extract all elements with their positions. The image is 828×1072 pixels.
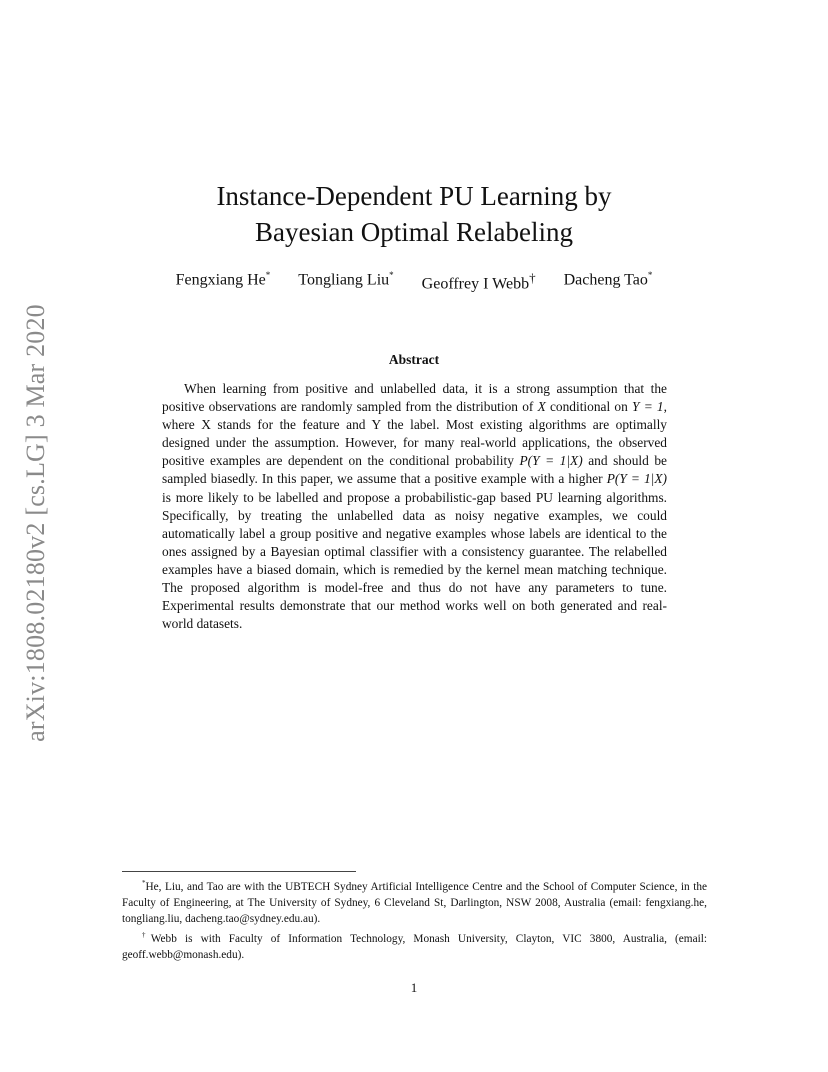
arxiv-sidebar — [14, 288, 58, 758]
paper-title — [120, 178, 708, 250]
author-name: Fengxiang He — [175, 271, 266, 289]
footnote-affiliation-sydney — [122, 875, 707, 927]
footnotes — [122, 875, 707, 963]
math-expression: Y = 1 — [632, 399, 664, 415]
abstract-segment: , where X stands for the feature and Y the label. Most existing algorithms are optimally designed under the assumption. However, for many real-world applications, the observed positive examples are dependent on the conditional probability — [162, 399, 667, 469]
footnote-mark: * — [142, 879, 146, 887]
author-mark: * — [389, 270, 394, 280]
abstract-segment: When learning from positive and unlabelled data, it is a strong assumption that the positive observations are randomly sampled from the distribution of — [162, 381, 667, 415]
abstract-segment: and should be sampled biasedly. In this paper, we assume that a positive example with a higher — [162, 453, 667, 487]
abstract-text — [162, 380, 667, 633]
math-expression: P(Y = 1|X) — [519, 453, 583, 469]
footnote-mark: † — [142, 930, 151, 939]
author-liu — [298, 270, 393, 293]
author-name: Dacheng Tao — [563, 271, 648, 289]
abstract-segment: conditional on — [545, 399, 633, 415]
footnote-text: Webb is with Faculty of Information Technology, Monash University, Clayton, VIC 3800, Australia, (email: geoff.webb@monash.edu). — [122, 932, 708, 961]
abstract-heading: Abstract — [388, 352, 440, 367]
arxiv-identifier: arXiv:1808.02180v2 [cs.LG] 3 Mar 2020 — [21, 304, 50, 742]
author-tao — [564, 270, 653, 293]
author-name: Geoffrey I Webb — [421, 275, 530, 293]
page-number: 1 — [410, 980, 418, 995]
author-mark: † — [529, 270, 536, 285]
author-list — [120, 270, 708, 293]
footnote-text: He, Liu, and Tao are with the UBTECH Sydney Artificial Intelligence Centre and the School of Computer Science, in the Faculty of Engineering, at The University of Sydney, 6 Cleveland St, Darlington, NSW 2008, Australia (email: fengxiang.he, tongliang.liu, dacheng.tao@sydney.edu.au). — [122, 880, 707, 925]
author-webb — [422, 270, 536, 293]
footnote-divider — [122, 871, 356, 872]
author-he — [176, 270, 271, 293]
title-line-1: Instance-Dependent PU Learning by — [216, 181, 612, 211]
author-mark: * — [647, 270, 653, 280]
math-expression: P(Y = 1|X) — [606, 471, 667, 487]
math-variable: X — [537, 399, 546, 415]
author-mark: * — [265, 270, 271, 280]
title-line-2: Bayesian Optimal Relabeling — [255, 217, 573, 247]
author-name: Tongliang Liu — [298, 271, 390, 289]
footnote-affiliation-monash — [122, 927, 707, 963]
abstract-segment: is more likely to be labelled and propose a probabilistic-gap based PU learning algorithms. Specifically, by treating the unlabelled data as noisy negative examples, we could automatically label a group positive and negative examples whose labels are identical to the ones assigned by a Bayesian optimal classifier with a consistency guarantee. The relabelled examples have a biased domain, which is remedied by the kernel mean matching technique. The proposed algorithm is model-free and thus do not have any parameters to tune. Experimental results demonstrate that our method works well on both generated and real-world datasets. — [162, 489, 667, 632]
